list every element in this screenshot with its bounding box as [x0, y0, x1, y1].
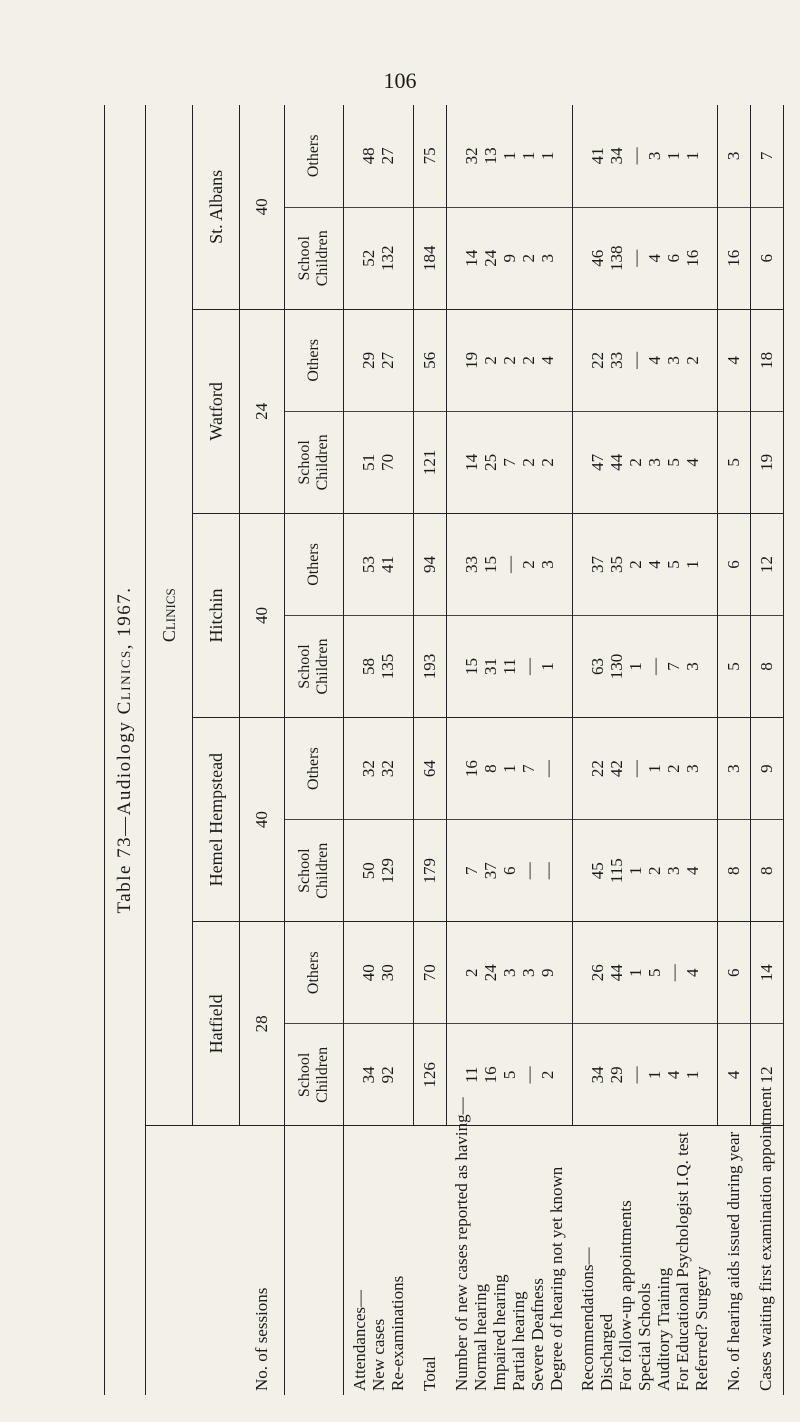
cell-line: —	[625, 249, 645, 267]
cell-line: 135	[378, 653, 398, 680]
subheader-row	[285, 105, 344, 1395]
hearing-aids-value: 6	[717, 922, 750, 1024]
sessions-row	[240, 105, 285, 1395]
cell-line: 9	[537, 968, 557, 978]
new-cases-value	[446, 718, 572, 820]
cell-line: 1	[644, 764, 664, 773]
cell-line: 32	[461, 147, 481, 165]
cell-line: 3	[644, 151, 664, 161]
attendance-value	[344, 105, 414, 207]
clinics-heading: Clinics	[146, 105, 193, 1126]
recommendations-value	[572, 922, 717, 1024]
cell-line: —	[625, 147, 645, 165]
cell-line: 40	[359, 964, 379, 982]
cell-line: 1	[663, 151, 683, 161]
cell-line: 4	[644, 253, 664, 263]
attendance-value	[344, 207, 414, 309]
cell-line: 34	[587, 1066, 607, 1084]
audiology-table	[146, 105, 784, 1395]
cell-line: 35	[606, 555, 626, 573]
waiting-value: 8	[750, 616, 783, 718]
clinic-hatfield: Hatfield	[193, 922, 240, 1126]
recommendations-value	[572, 616, 717, 718]
clinic-hemel-hempstead: Hemel Hempstead	[193, 718, 240, 922]
cell-line: 2	[518, 356, 538, 365]
cell-line: 1	[499, 764, 519, 773]
waiting-value: 8	[750, 820, 783, 922]
total-value: 64	[413, 718, 446, 820]
cell-line: 2	[625, 560, 645, 569]
hearing-aids-label: No. of hearing aids issued during year	[723, 1131, 743, 1391]
cell-line: 4	[644, 560, 664, 569]
cell-line: —	[537, 862, 557, 880]
cell-line: 26	[587, 964, 607, 982]
cell-line: —	[663, 964, 683, 982]
surgery-label: Referred? Surgery	[692, 1266, 711, 1391]
cell-line: 30	[378, 964, 398, 982]
cell-line: 33	[461, 555, 481, 573]
table-title	[104, 105, 146, 1395]
cell-line: 1	[682, 151, 702, 161]
cell-line: 27	[378, 147, 398, 165]
cell-line: 16	[682, 249, 702, 267]
sessions-label: No. of sessions	[240, 1126, 285, 1395]
page-number: 106	[383, 68, 417, 93]
hearing-aids-value: 8	[717, 820, 750, 922]
cell-line: 3	[537, 253, 557, 263]
cell-line: 4	[537, 356, 557, 365]
cell-line: 24	[480, 964, 500, 982]
cell-line: —	[499, 555, 519, 573]
cell-line: 44	[606, 964, 626, 982]
cell-line: 2	[480, 356, 500, 365]
total-row	[413, 105, 446, 1395]
cell-line: 15	[461, 658, 481, 676]
cell-line: —	[518, 658, 538, 676]
cell-line: 2	[518, 253, 538, 263]
cell-line: 6	[499, 866, 519, 875]
cell-line: 4	[682, 866, 702, 875]
waiting-value: 7	[750, 105, 783, 207]
cell-line: 42	[606, 760, 626, 778]
cell-line: 4	[663, 1070, 683, 1080]
partial-hearing-label: Partial hearing	[509, 1291, 528, 1391]
recommendations-value	[572, 105, 717, 207]
hearing-aids-value: 3	[717, 718, 750, 820]
cell-line: 3	[499, 968, 519, 978]
cell-line: 45	[587, 862, 607, 880]
total-value: 94	[413, 513, 446, 615]
hearing-aids-value: 4	[717, 309, 750, 411]
cell-line: 4	[682, 458, 702, 467]
iq-test-label: For Educational Psychologist I.Q. test	[673, 1132, 692, 1391]
cell-line: 32	[378, 760, 398, 778]
cell-line: 3	[663, 356, 683, 365]
subheader-others: Others	[285, 922, 344, 1024]
total-value: 56	[413, 309, 446, 411]
attendance-value	[344, 309, 414, 411]
new-cases-value	[446, 411, 572, 513]
attendance-value	[344, 513, 414, 615]
new-cases-labels	[446, 1097, 572, 1395]
cell-line: 33	[606, 351, 626, 369]
new-cases-value	[446, 309, 572, 411]
cell-line: 7	[518, 764, 538, 773]
cell-line: 14	[461, 249, 481, 267]
cell-line: 22	[587, 760, 607, 778]
cell-line: 2	[682, 356, 702, 365]
recommendations-value	[572, 513, 717, 615]
attendance-value	[344, 718, 414, 820]
cell-line: 13	[480, 147, 500, 165]
cell-line: 1	[537, 151, 557, 161]
waiting-label: Cases waiting first examination appointment	[750, 1126, 783, 1395]
hearing-aids-value: 3	[717, 105, 750, 207]
cell-line: 14	[461, 453, 481, 471]
cell-line: 3	[518, 968, 538, 978]
cell-line: 70	[378, 453, 398, 471]
cell-line: 52	[359, 249, 379, 267]
total-label: Total	[419, 1356, 439, 1391]
waiting-value: 14	[750, 922, 783, 1024]
cell-line: 92	[378, 1066, 398, 1084]
special-schools-label: Special Schools	[635, 1282, 654, 1391]
cell-line: 46	[587, 249, 607, 267]
subheader-school-children: School Children	[285, 616, 344, 718]
recommendations-value	[572, 309, 717, 411]
attendances-labels	[344, 1126, 414, 1395]
cell-line: 16	[461, 760, 481, 778]
cell-line: 37	[480, 862, 500, 880]
sessions-value: 40	[240, 105, 285, 309]
cell-line: 3	[663, 866, 683, 875]
cell-line: —	[625, 351, 645, 369]
cell-line: —	[625, 760, 645, 778]
cell-line: 15	[480, 555, 500, 573]
subheader-others: Others	[285, 309, 344, 411]
waiting-value: 18	[750, 309, 783, 411]
cell-line: 48	[359, 147, 379, 165]
cell-line: 1	[499, 151, 519, 161]
cell-line: 2	[663, 764, 683, 773]
subheader-others: Others	[285, 513, 344, 615]
sessions-value: 40	[240, 513, 285, 717]
sessions-value: 24	[240, 309, 285, 513]
hearing-aids-value: 4	[717, 1024, 750, 1126]
clinic-watford: Watford	[193, 309, 240, 513]
cell-line: 27	[378, 351, 398, 369]
cell-line: 2	[625, 458, 645, 467]
recommendations-row	[572, 105, 717, 1395]
cell-line: 8	[480, 764, 500, 773]
rotated-table-container	[104, 105, 776, 1395]
waiting-value: 6	[750, 207, 783, 309]
cell-line: 138	[606, 245, 626, 271]
attendances-heading: Attendances—	[350, 1289, 369, 1391]
table-title-suffix: Clinics, 1967.	[114, 586, 135, 715]
header-blank	[193, 1126, 240, 1395]
subheader-blank	[285, 1126, 344, 1395]
cell-line: 1	[625, 662, 645, 671]
re-examinations-label: Re-examinations	[388, 1275, 407, 1391]
recommendations-value	[572, 411, 717, 513]
recommendations-labels	[572, 1126, 717, 1395]
cell-line: 2	[537, 1070, 557, 1080]
cell-line: —	[518, 862, 538, 880]
cell-line: 3	[682, 662, 702, 671]
cell-line: 2	[644, 866, 664, 875]
clinic-hitchin: Hitchin	[193, 513, 240, 717]
subheader-school-children: School Children	[285, 820, 344, 922]
degree-unknown-label: Degree of hearing not yet known	[547, 1166, 566, 1391]
cell-line: 53	[359, 555, 379, 573]
new-cases-row	[446, 105, 572, 1395]
cell-line: 29	[359, 351, 379, 369]
cell-line: 1	[625, 866, 645, 875]
cell-line: 16	[480, 1066, 500, 1084]
discharged-label: Discharged	[597, 1313, 616, 1391]
new-cases-value	[446, 922, 572, 1024]
cell-line: 5	[663, 560, 683, 569]
cell-line: 129	[378, 857, 398, 884]
cell-line: 7	[663, 662, 683, 671]
cell-line: 24	[480, 249, 500, 267]
cell-line: 41	[587, 147, 607, 165]
cell-line: 50	[359, 862, 379, 880]
cell-line: 1	[625, 968, 645, 978]
cell-line: 132	[378, 245, 398, 271]
new-cases-value	[446, 513, 572, 615]
cell-line: 2	[518, 560, 538, 569]
cell-line: 19	[461, 351, 481, 369]
new-cases-value	[446, 820, 572, 922]
attendances-row	[344, 105, 414, 1395]
cell-line: —	[518, 1066, 538, 1084]
cell-line: 63	[587, 658, 607, 676]
new-cases-value	[446, 207, 572, 309]
recommendations-heading: Recommendations—	[578, 1247, 597, 1391]
cell-line: 4	[644, 356, 664, 365]
attendance-value	[344, 616, 414, 718]
cell-line: 3	[537, 560, 557, 569]
cell-line: 32	[359, 760, 379, 778]
follow-up-label: For follow-up appointments	[616, 1200, 635, 1391]
normal-hearing-label: Normal hearing	[471, 1283, 490, 1391]
cell-line: 9	[499, 253, 519, 263]
hearing-aids-row	[717, 105, 750, 1395]
clinic-st-albans: St. Albans	[193, 105, 240, 309]
new-cases-value	[446, 105, 572, 207]
cell-line: —	[537, 760, 557, 778]
waiting-value: 9	[750, 718, 783, 820]
hearing-aids-value: 16	[717, 207, 750, 309]
cell-line: 58	[359, 658, 379, 676]
cell-line: 1	[518, 151, 538, 161]
cell-line: 34	[606, 147, 626, 165]
cell-line: 5	[663, 458, 683, 467]
sessions-value: 28	[240, 922, 285, 1126]
header-blank	[146, 1126, 193, 1395]
subheader-school-children: School Children	[285, 411, 344, 513]
recommendations-value	[572, 1024, 717, 1126]
attendance-value	[344, 411, 414, 513]
subheader-others: Others	[285, 105, 344, 207]
total-value: 75	[413, 105, 446, 207]
recommendations-value	[572, 718, 717, 820]
cell-line: 29	[606, 1066, 626, 1084]
cell-line: 3	[682, 764, 702, 773]
impaired-hearing-label: Impaired hearing	[490, 1274, 509, 1391]
cell-line: 7	[461, 866, 481, 875]
total-value: 179	[413, 820, 446, 922]
total-value: 184	[413, 207, 446, 309]
attendance-value	[344, 1024, 414, 1126]
auditory-training-label: Auditory Training	[654, 1267, 673, 1391]
cell-line: 2	[461, 968, 481, 978]
recommendations-value	[572, 820, 717, 922]
attendance-value	[344, 922, 414, 1024]
subheader-others: Others	[285, 718, 344, 820]
cell-line: 44	[606, 453, 626, 471]
cell-line: 6	[663, 253, 683, 263]
new-cases-label: New cases	[369, 1318, 388, 1391]
cell-line: 1	[537, 662, 557, 671]
hearing-aids-value: 5	[717, 616, 750, 718]
table-title-prefix: Table 73—Audiology	[114, 720, 135, 914]
cell-line: —	[644, 658, 664, 676]
new-cases-value	[446, 616, 572, 718]
cell-line: 4	[682, 968, 702, 978]
waiting-row	[750, 105, 783, 1395]
recommendations-value	[572, 207, 717, 309]
cell-line: 37	[587, 555, 607, 573]
waiting-value: 12	[750, 1024, 783, 1126]
subheader-school-children: School Children	[285, 1024, 344, 1126]
cell-line: 1	[644, 1070, 664, 1080]
cell-line: 34	[359, 1066, 379, 1084]
severe-deafness-label: Severe Deafness	[528, 1278, 547, 1391]
cell-line: 11	[461, 1066, 481, 1084]
cell-line: 1	[682, 1070, 702, 1080]
cell-line: 2	[518, 458, 538, 467]
cell-line: 2	[537, 458, 557, 467]
cell-line: —	[625, 1066, 645, 1084]
total-value: 193	[413, 616, 446, 718]
subheader-school-children: School Children	[285, 207, 344, 309]
cell-line: 51	[359, 453, 379, 471]
cell-line: 22	[587, 351, 607, 369]
cell-line: 130	[606, 653, 626, 680]
waiting-value: 12	[750, 513, 783, 615]
cell-line: 3	[644, 458, 664, 467]
cell-line: 7	[499, 458, 519, 467]
cell-line: 1	[682, 560, 702, 569]
cell-line: 2	[499, 356, 519, 365]
cell-line: 5	[499, 1070, 519, 1080]
new-cases-heading: Number of new cases reported as having—	[452, 1097, 471, 1391]
cell-line: 5	[644, 968, 664, 978]
cell-line: 115	[606, 858, 626, 884]
total-value: 126	[413, 1024, 446, 1126]
sessions-value: 40	[240, 718, 285, 922]
total-value: 121	[413, 411, 446, 513]
hearing-aids-value: 5	[717, 411, 750, 513]
waiting-value: 19	[750, 411, 783, 513]
cell-line: 31	[480, 658, 500, 676]
cell-line: 47	[587, 453, 607, 471]
cell-line: 11	[499, 658, 519, 675]
total-value: 70	[413, 922, 446, 1024]
cell-line: 41	[378, 555, 398, 573]
hearing-aids-value: 6	[717, 513, 750, 615]
attendance-value	[344, 820, 414, 922]
cell-line: 25	[480, 453, 500, 471]
